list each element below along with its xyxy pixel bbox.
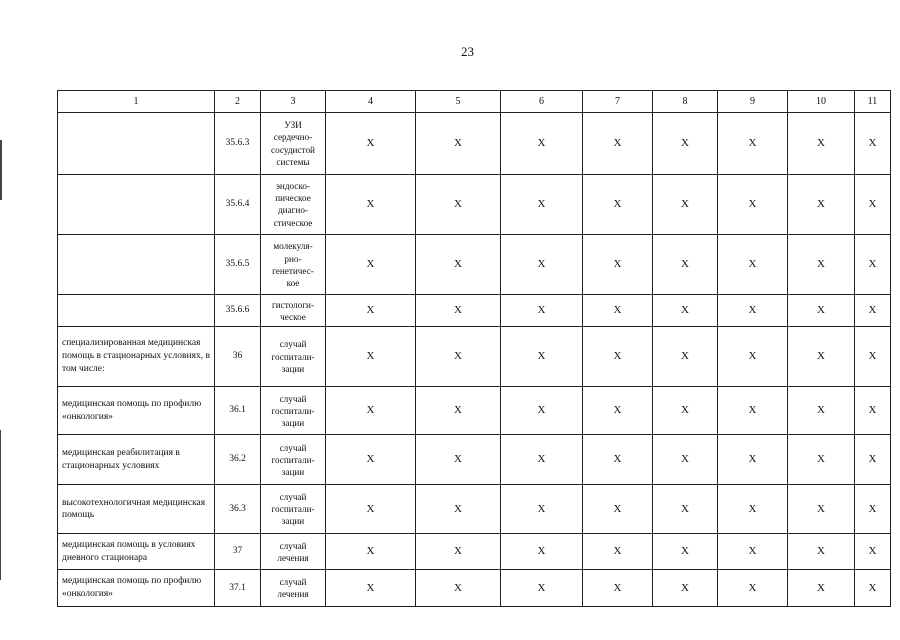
unit-line: случай (279, 540, 307, 551)
scan-edge-mark (0, 430, 1, 580)
mark-cell: X (501, 113, 583, 174)
unit-line: генетичес- (272, 265, 314, 276)
unit-line: госпитали- (271, 504, 315, 515)
header-cell: 5 (416, 91, 501, 113)
mark-cell: X (788, 387, 855, 435)
mark-cell: X (416, 387, 501, 435)
mark-cell: X (583, 435, 653, 485)
unit-line: госпитали- (271, 405, 315, 416)
row-code: 36.3 (215, 485, 261, 534)
row-name: медицинская реабилитация в стационарных условиях (58, 435, 215, 485)
unit-line: госпитали- (271, 351, 315, 362)
mark-cell: X (326, 113, 416, 174)
header-cell: 1 (58, 91, 215, 113)
unit-line: пическое (275, 193, 311, 204)
unit-line: лечения (277, 589, 309, 600)
row-name (58, 295, 215, 327)
mark-cell: X (788, 534, 855, 570)
mark-cell: X (718, 327, 788, 387)
unit-line: молекуля- (273, 241, 313, 252)
mark-cell: X (718, 295, 788, 327)
row-name (58, 235, 215, 295)
row-name (58, 174, 215, 234)
mark-cell: X (583, 295, 653, 327)
header-cell: 9 (718, 91, 788, 113)
mark-cell: X (653, 327, 718, 387)
mark-cell: X (855, 174, 891, 234)
unit-line: гистологи- (271, 299, 315, 310)
mark-cell: X (583, 113, 653, 174)
mark-cell: X (653, 235, 718, 295)
table-row (58, 534, 891, 570)
header-cell: 4 (326, 91, 416, 113)
mark-cell: X (501, 485, 583, 534)
row-name: медицинская помощь по профилю «онкология» (58, 570, 215, 607)
header-row (58, 91, 891, 113)
unit-line: кое (286, 277, 300, 288)
header-cell: 10 (788, 91, 855, 113)
mark-cell: X (326, 295, 416, 327)
mark-cell: X (583, 327, 653, 387)
mark-cell: X (326, 327, 416, 387)
header-cell: 11 (855, 91, 891, 113)
mark-cell: X (583, 174, 653, 234)
mark-cell: X (653, 113, 718, 174)
unit-line: случай (279, 393, 307, 404)
header-cell: 3 (261, 91, 326, 113)
mark-cell: X (501, 235, 583, 295)
unit-line: зации (281, 363, 305, 374)
row-unit (261, 485, 326, 534)
mark-cell: X (416, 295, 501, 327)
row-unit (261, 295, 326, 327)
mark-cell: X (326, 534, 416, 570)
mark-cell: X (416, 485, 501, 534)
mark-cell: X (416, 435, 501, 485)
unit-line: системы (276, 156, 310, 167)
row-code: 37 (215, 534, 261, 570)
mark-cell: X (326, 387, 416, 435)
row-name: высокотехнологичная медицинская помощь (58, 485, 215, 534)
unit-line: зации (281, 516, 305, 527)
unit-line: случай (279, 576, 307, 587)
unit-line: диагно- (277, 205, 308, 216)
mark-cell: X (718, 235, 788, 295)
row-code: 35.6.5 (215, 235, 261, 295)
scan-edge-mark (0, 140, 2, 200)
row-code: 36 (215, 327, 261, 387)
table-row (58, 485, 891, 534)
mark-cell: X (583, 534, 653, 570)
mark-cell: X (855, 113, 891, 174)
mark-cell: X (501, 174, 583, 234)
mark-cell: X (855, 485, 891, 534)
row-code: 36.2 (215, 435, 261, 485)
mark-cell: X (416, 113, 501, 174)
mark-cell: X (501, 534, 583, 570)
unit-line: рно- (284, 253, 302, 264)
mark-cell: X (788, 435, 855, 485)
mark-cell: X (855, 295, 891, 327)
mark-cell: X (653, 387, 718, 435)
mark-cell: X (788, 570, 855, 607)
mark-cell: X (788, 485, 855, 534)
row-code: 37.1 (215, 570, 261, 607)
unit-line: УЗИ (284, 120, 302, 131)
row-unit (261, 534, 326, 570)
mark-cell: X (855, 327, 891, 387)
mark-cell: X (718, 534, 788, 570)
row-unit (261, 235, 326, 295)
table-row (58, 570, 891, 607)
mark-cell: X (855, 534, 891, 570)
mark-cell: X (326, 435, 416, 485)
mark-cell: X (416, 327, 501, 387)
mark-cell: X (718, 174, 788, 234)
mark-cell: X (501, 387, 583, 435)
page-number: 23 (461, 44, 474, 59)
mark-cell: X (326, 570, 416, 607)
header-cell: 2 (215, 91, 261, 113)
row-code: 35.6.3 (215, 113, 261, 174)
unit-line: госпитали- (271, 454, 315, 465)
mark-cell: X (653, 534, 718, 570)
table-row (58, 435, 891, 485)
header-cell: 6 (501, 91, 583, 113)
table-row (58, 387, 891, 435)
mark-cell: X (653, 435, 718, 485)
header-cell: 8 (653, 91, 718, 113)
table-row (58, 235, 891, 295)
mark-cell: X (583, 570, 653, 607)
table-row (58, 113, 891, 174)
mark-cell: X (583, 235, 653, 295)
mark-cell: X (788, 235, 855, 295)
row-name: медицинская помощь по профилю «онкология» (58, 387, 215, 435)
table-row (58, 174, 891, 234)
mark-cell: X (501, 295, 583, 327)
row-name: медицинская помощь в условиях дневного стационара (58, 534, 215, 570)
unit-line: эндоско- (275, 181, 311, 192)
mark-cell: X (416, 534, 501, 570)
mark-cell: X (653, 174, 718, 234)
unit-line: зации (281, 417, 305, 428)
mark-cell: X (855, 235, 891, 295)
mark-cell: X (501, 435, 583, 485)
mark-cell: X (583, 387, 653, 435)
mark-cell: X (326, 174, 416, 234)
row-code: 35.6.6 (215, 295, 261, 327)
row-unit (261, 570, 326, 607)
data-table (57, 90, 891, 607)
unit-line: случай (279, 442, 307, 453)
unit-line: сердечно- (273, 132, 313, 143)
row-code: 36.1 (215, 387, 261, 435)
mark-cell: X (416, 570, 501, 607)
row-name (58, 113, 215, 174)
mark-cell: X (501, 570, 583, 607)
mark-cell: X (416, 174, 501, 234)
mark-cell: X (788, 327, 855, 387)
mark-cell: X (718, 113, 788, 174)
mark-cell: X (326, 235, 416, 295)
row-unit (261, 113, 326, 174)
mark-cell: X (653, 295, 718, 327)
table-row (58, 295, 891, 327)
mark-cell: X (718, 435, 788, 485)
unit-line: случай (279, 339, 307, 350)
row-unit (261, 387, 326, 435)
header-cell: 7 (583, 91, 653, 113)
mark-cell: X (326, 485, 416, 534)
mark-cell: X (855, 570, 891, 607)
mark-cell: X (718, 485, 788, 534)
mark-cell: X (583, 485, 653, 534)
mark-cell: X (653, 485, 718, 534)
mark-cell: X (788, 295, 855, 327)
row-code: 35.6.4 (215, 174, 261, 234)
mark-cell: X (855, 387, 891, 435)
unit-line: ческое (280, 311, 306, 322)
mark-cell: X (653, 570, 718, 607)
mark-cell: X (788, 113, 855, 174)
row-unit (261, 327, 326, 387)
row-name: специализированная медицинская помощь в стационарных условиях, в том числе: (58, 327, 215, 387)
unit-line: сосудистой (271, 144, 315, 155)
mark-cell: X (718, 570, 788, 607)
mark-cell: X (855, 435, 891, 485)
mark-cell: X (416, 235, 501, 295)
unit-line: лечения (277, 552, 309, 563)
unit-line: зации (281, 466, 305, 477)
mark-cell: X (788, 174, 855, 234)
mark-cell: X (501, 327, 583, 387)
row-unit (261, 174, 326, 234)
table-row (58, 327, 891, 387)
row-unit (261, 435, 326, 485)
unit-line: стическое (273, 217, 313, 228)
unit-line: случай (279, 492, 307, 503)
mark-cell: X (718, 387, 788, 435)
